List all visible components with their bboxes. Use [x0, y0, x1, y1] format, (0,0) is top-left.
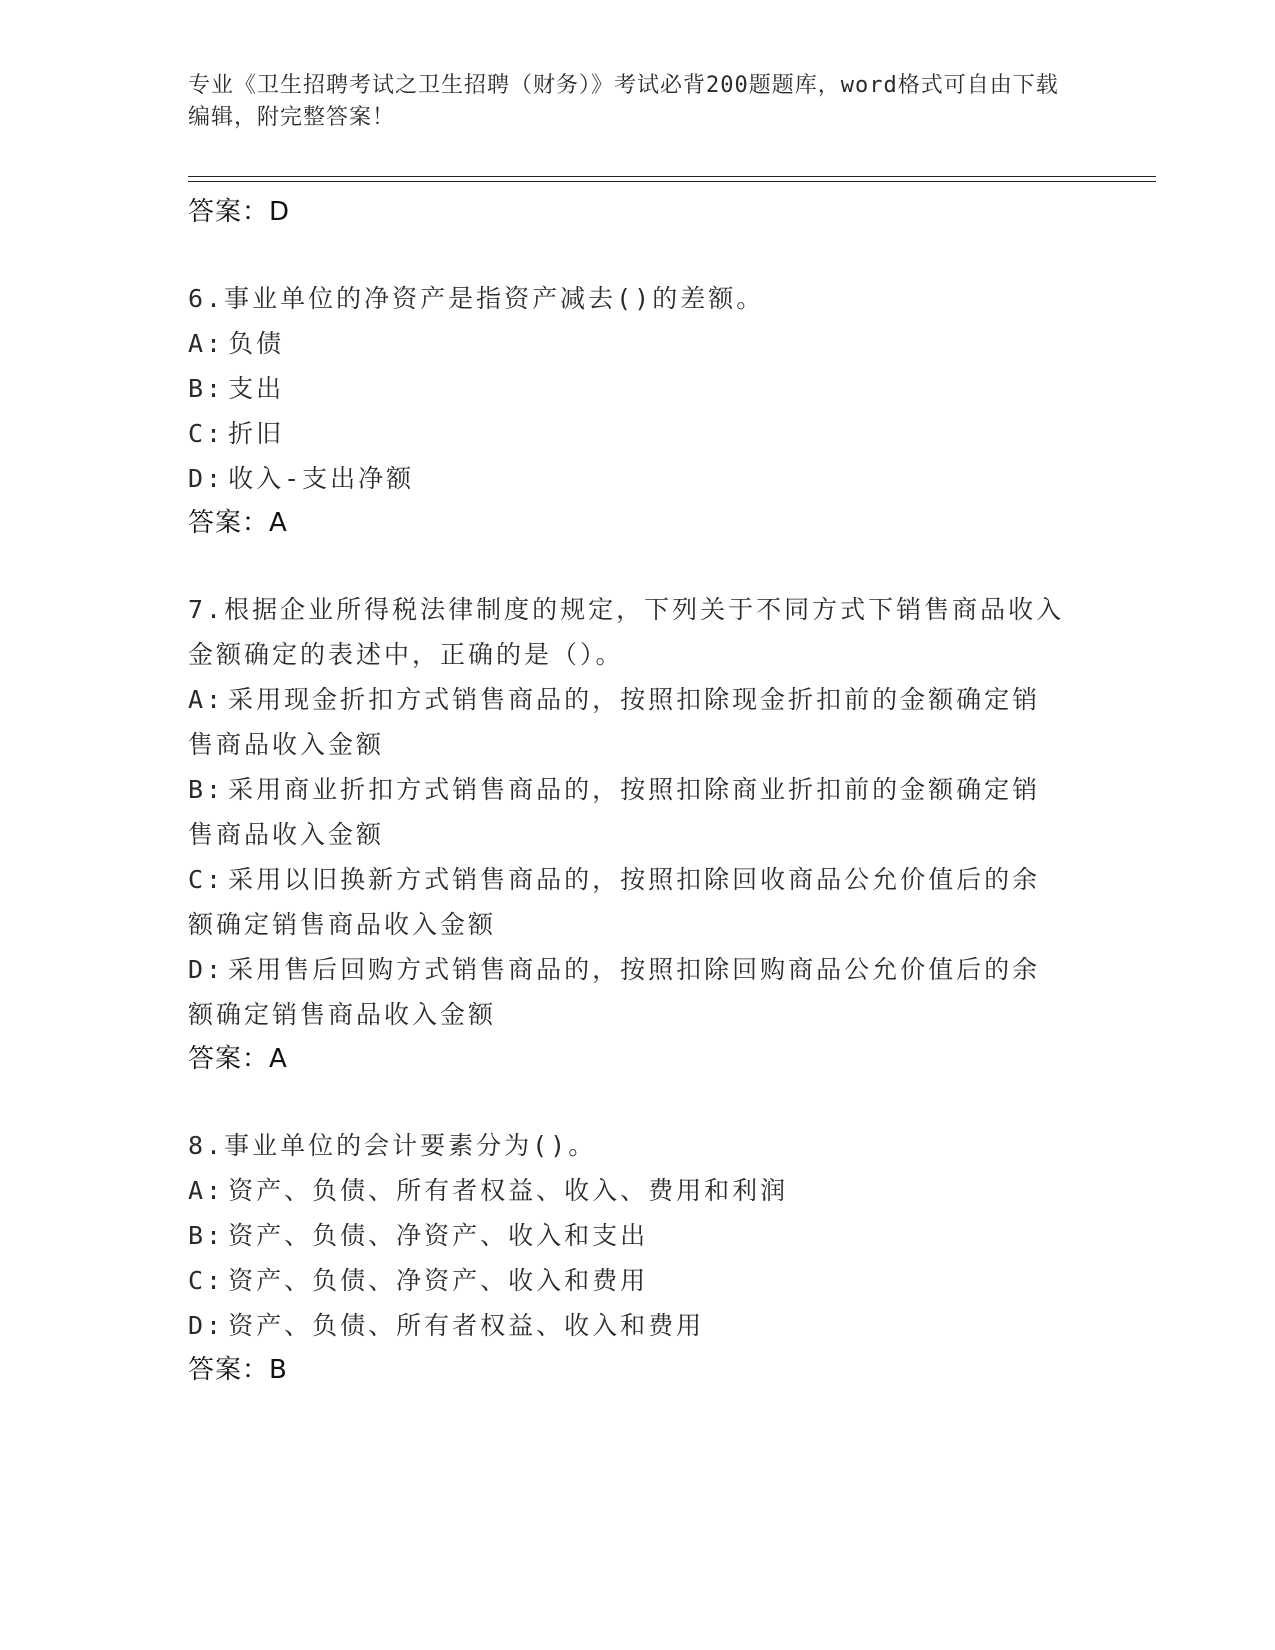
option-text: 负债 — [228, 329, 285, 358]
option-text: 资产、负债、所有者权益、收入、费用和利润 — [228, 1176, 789, 1205]
option-text: 资产、负债、所有者权益、收入和费用 — [228, 1311, 705, 1340]
question-stem: 7.根据企业所得税法律制度的规定，下列关于不同方式下销售商品收入金额确定的表述中，正确的是（）。 — [188, 595, 1065, 669]
option-label: D: — [188, 1311, 225, 1340]
question-option — [188, 321, 1068, 366]
question-option — [188, 456, 1068, 501]
option-label: A: — [188, 329, 225, 358]
option-label: C: — [188, 1266, 225, 1295]
option-text: 采用商业折扣方式销售商品的，按照扣除商业折扣前的金额确定销售商品收入金额 — [188, 775, 1041, 849]
option-label: A: — [188, 1176, 225, 1205]
option-text: 采用售后回购方式销售商品的，按照扣除回购商品公允价值后的余额确定销售商品收入金额 — [188, 955, 1041, 1029]
question-option — [188, 947, 1068, 1037]
question-option — [188, 767, 1068, 857]
option-text: 折旧 — [228, 419, 285, 448]
question-option — [188, 411, 1068, 456]
option-text: 资产、负债、净资产、收入和支出 — [228, 1221, 649, 1250]
option-label: C: — [188, 419, 225, 448]
question-option — [188, 857, 1068, 947]
option-label: C: — [188, 865, 225, 894]
option-label: D: — [188, 464, 225, 493]
header-rule-bottom — [188, 181, 1156, 182]
option-text: 采用以旧换新方式销售商品的，按照扣除回收商品公允价值后的余额确定销售商品收入金额 — [188, 865, 1041, 939]
option-label: B: — [188, 775, 225, 804]
question-block — [188, 587, 1068, 1081]
question-option — [188, 677, 1068, 767]
question-stem: 8.事业单位的会计要素分为()。 — [188, 1131, 597, 1160]
option-text: 收入-支出净额 — [228, 464, 415, 493]
option-text: 采用现金折扣方式销售商品的，按照扣除现金折扣前的金额确定销售商品收入金额 — [188, 685, 1041, 759]
option-text: 支出 — [228, 374, 285, 403]
question-option — [188, 1258, 1068, 1303]
question-option — [188, 1303, 1068, 1348]
question-option — [188, 366, 1068, 411]
option-label: A: — [188, 685, 225, 714]
option-label: B: — [188, 1221, 225, 1250]
previous-answer: 答案：D — [188, 197, 291, 227]
option-text: 资产、负债、净资产、收入和费用 — [228, 1266, 649, 1295]
header-rule-top — [188, 176, 1156, 177]
option-label: D: — [188, 955, 225, 984]
question-answer: 答案：A — [188, 1044, 288, 1074]
question-content — [188, 190, 1068, 1392]
document-header: 专业《卫生招聘考试之卫生招聘（财务）》考试必背200题题库，word格式可自由下载编辑，附完整答案！ — [188, 73, 1059, 130]
question-answer: 答案：B — [188, 1355, 288, 1385]
question-stem: 6.事业单位的净资产是指资产减去()的差额。 — [188, 284, 765, 313]
option-label: B: — [188, 374, 225, 403]
question-block — [188, 276, 1068, 545]
question-block — [188, 1123, 1068, 1392]
question-option — [188, 1168, 1068, 1213]
question-option — [188, 1213, 1068, 1258]
question-answer: 答案：A — [188, 508, 288, 538]
